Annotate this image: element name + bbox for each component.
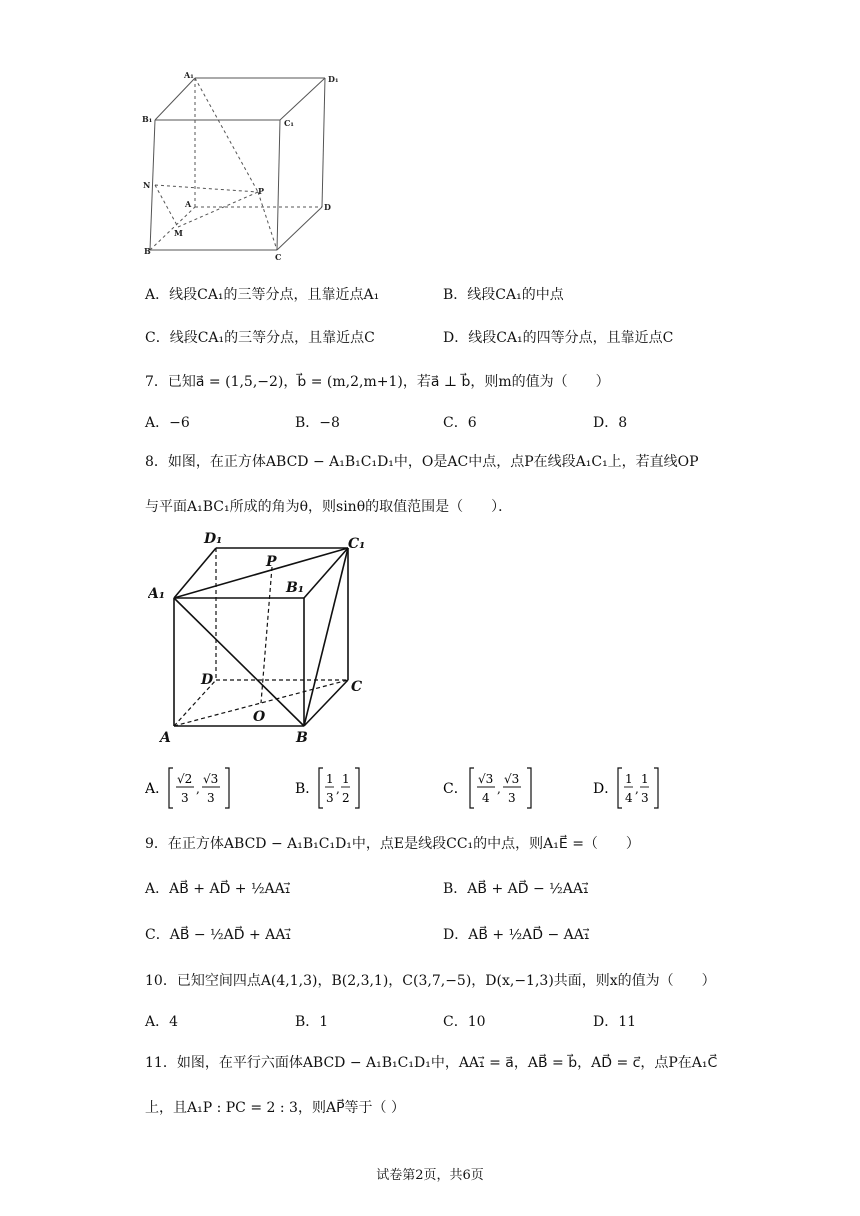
svg-text:1: 1 — [625, 772, 633, 786]
svg-text:4: 4 — [625, 791, 633, 805]
q8-option-d — [593, 766, 693, 810]
svg-text:3: 3 — [641, 791, 649, 805]
label-D1: D₁ — [204, 531, 223, 547]
svg-text:3: 3 — [207, 791, 215, 805]
label-A1: A₁ — [148, 586, 165, 602]
page-footer: 试卷第2页，共6页 — [376, 1168, 484, 1183]
label-B: B — [296, 730, 308, 746]
svg-text:√3: √3 — [203, 772, 219, 786]
label-B1: B₁ — [286, 580, 304, 596]
q8-option-a — [145, 766, 255, 810]
q8-stem-line1: 8．如图，在正方体ABCD − A₁B₁C₁D₁中，O是AC中点，点P在线段A₁C₁上，若直线OP — [145, 454, 699, 470]
label-B: B — [144, 246, 151, 256]
q6-option-c: C．线段CA₁的三等分点，且靠近点C — [145, 330, 375, 346]
q7-option-c: C．6 — [443, 415, 477, 431]
figure-cube-2 — [148, 528, 378, 748]
label-D: D — [201, 672, 214, 688]
label-O: O — [253, 709, 266, 725]
q6-option-a: A．线段CA₁的三等分点，且靠近点A₁ — [145, 287, 380, 303]
label-M: M — [174, 228, 183, 238]
q8-option-a-text — [0, 0, 8, 1]
q9-option-a: A．AB⃗ + AD⃗ + ½AA₁⃗ — [145, 881, 291, 897]
q10-option-c: C．10 — [443, 1014, 486, 1030]
svg-text:√3: √3 — [478, 772, 494, 786]
label-A: A — [185, 199, 192, 209]
label-C: C — [351, 679, 363, 695]
q6-option-b: B．线段CA₁的中点 — [443, 287, 564, 303]
svg-text:C．: C． — [443, 781, 468, 797]
svg-text:D．: D． — [593, 781, 619, 797]
label-D: D — [324, 202, 331, 212]
svg-text:,: , — [497, 782, 501, 796]
figure-cube-1 — [140, 70, 350, 265]
svg-text:B．: B． — [295, 781, 320, 797]
q10-option-a: A．4 — [145, 1014, 179, 1030]
svg-text:3: 3 — [326, 791, 334, 805]
q9-option-d: D．AB⃗ + ½AD⃗ − AA₁⃗ — [443, 927, 590, 943]
svg-text:2: 2 — [342, 791, 350, 805]
svg-text:1: 1 — [641, 772, 649, 786]
svg-text:1: 1 — [326, 772, 334, 786]
svg-text:3: 3 — [181, 791, 189, 805]
q8-option-c-text — [15, 0, 23, 1]
q10-option-d: D．11 — [593, 1014, 637, 1030]
q8-option-b-text — [8, 0, 14, 1]
svg-text:√3: √3 — [504, 772, 520, 786]
q7-option-b: B．−8 — [295, 415, 340, 431]
svg-text:4: 4 — [482, 791, 490, 805]
q9-stem: 9．在正方体ABCD − A₁B₁C₁D₁中，点E是线段CC₁的中点，则A₁E⃗ =（ ） — [145, 836, 640, 852]
q9-option-c: C．AB⃗ − ½AD⃗ + AA₁⃗ — [145, 927, 291, 943]
label-B1: B₁ — [142, 114, 153, 124]
label-C1: C₁ — [348, 536, 366, 552]
svg-text:1: 1 — [342, 772, 350, 786]
q8-option-d-text — [23, 0, 29, 1]
q10-option-b: B．1 — [295, 1014, 329, 1030]
label-P: P — [258, 186, 265, 196]
svg-text:√2: √2 — [177, 772, 193, 786]
q8-stem-line2: 与平面A₁BC₁所成的角为θ，则sinθ的取值范围是（ ）． — [145, 499, 513, 515]
label-D1: D₁ — [328, 74, 339, 84]
q11-stem-line1: 11．如图，在平行六面体ABCD − A₁B₁C₁D₁中，AA₁⃗ = a⃗，AB⃗ = b⃗，AD⃗ = c⃗，点P在A₁C⃗ — [145, 1055, 718, 1071]
q7-option-a: A．−6 — [145, 415, 190, 431]
svg-text:,: , — [336, 782, 340, 796]
q6-option-d: D．线段CA₁的四等分点，且靠近点C — [443, 330, 674, 346]
svg-text:A．: A． — [145, 781, 170, 797]
label-C: C — [275, 252, 282, 262]
q7-option-d: D．8 — [593, 415, 628, 431]
q10-stem: 10．已知空间四点A(4,1,3)，B(2,3,1)，C(3,7,−5)，D(x,−1,3)共面，则x的值为（ ） — [145, 973, 716, 989]
label-C1: C₁ — [284, 118, 294, 128]
q8-option-b — [295, 766, 395, 810]
q8-option-c — [443, 766, 553, 810]
q9-option-b: B．AB⃗ + AD⃗ − ½AA₁⃗ — [443, 881, 589, 897]
label-N: N — [143, 180, 151, 190]
svg-text:,: , — [635, 782, 639, 796]
label-A1: A₁ — [184, 70, 194, 80]
label-A: A — [160, 730, 171, 746]
q11-stem-line2: 上，且A₁P : PC = 2 : 3，则AP⃗等于（ ） — [145, 1100, 405, 1116]
svg-text:,: , — [196, 782, 200, 796]
svg-text:3: 3 — [508, 791, 516, 805]
label-P: P — [266, 554, 277, 570]
q7-stem: 7．已知a⃗ = (1,5,−2)，b⃗ = (m,2,m+1)，若a⃗ ⊥ b⃗，则m的值为（ ） — [145, 374, 610, 390]
